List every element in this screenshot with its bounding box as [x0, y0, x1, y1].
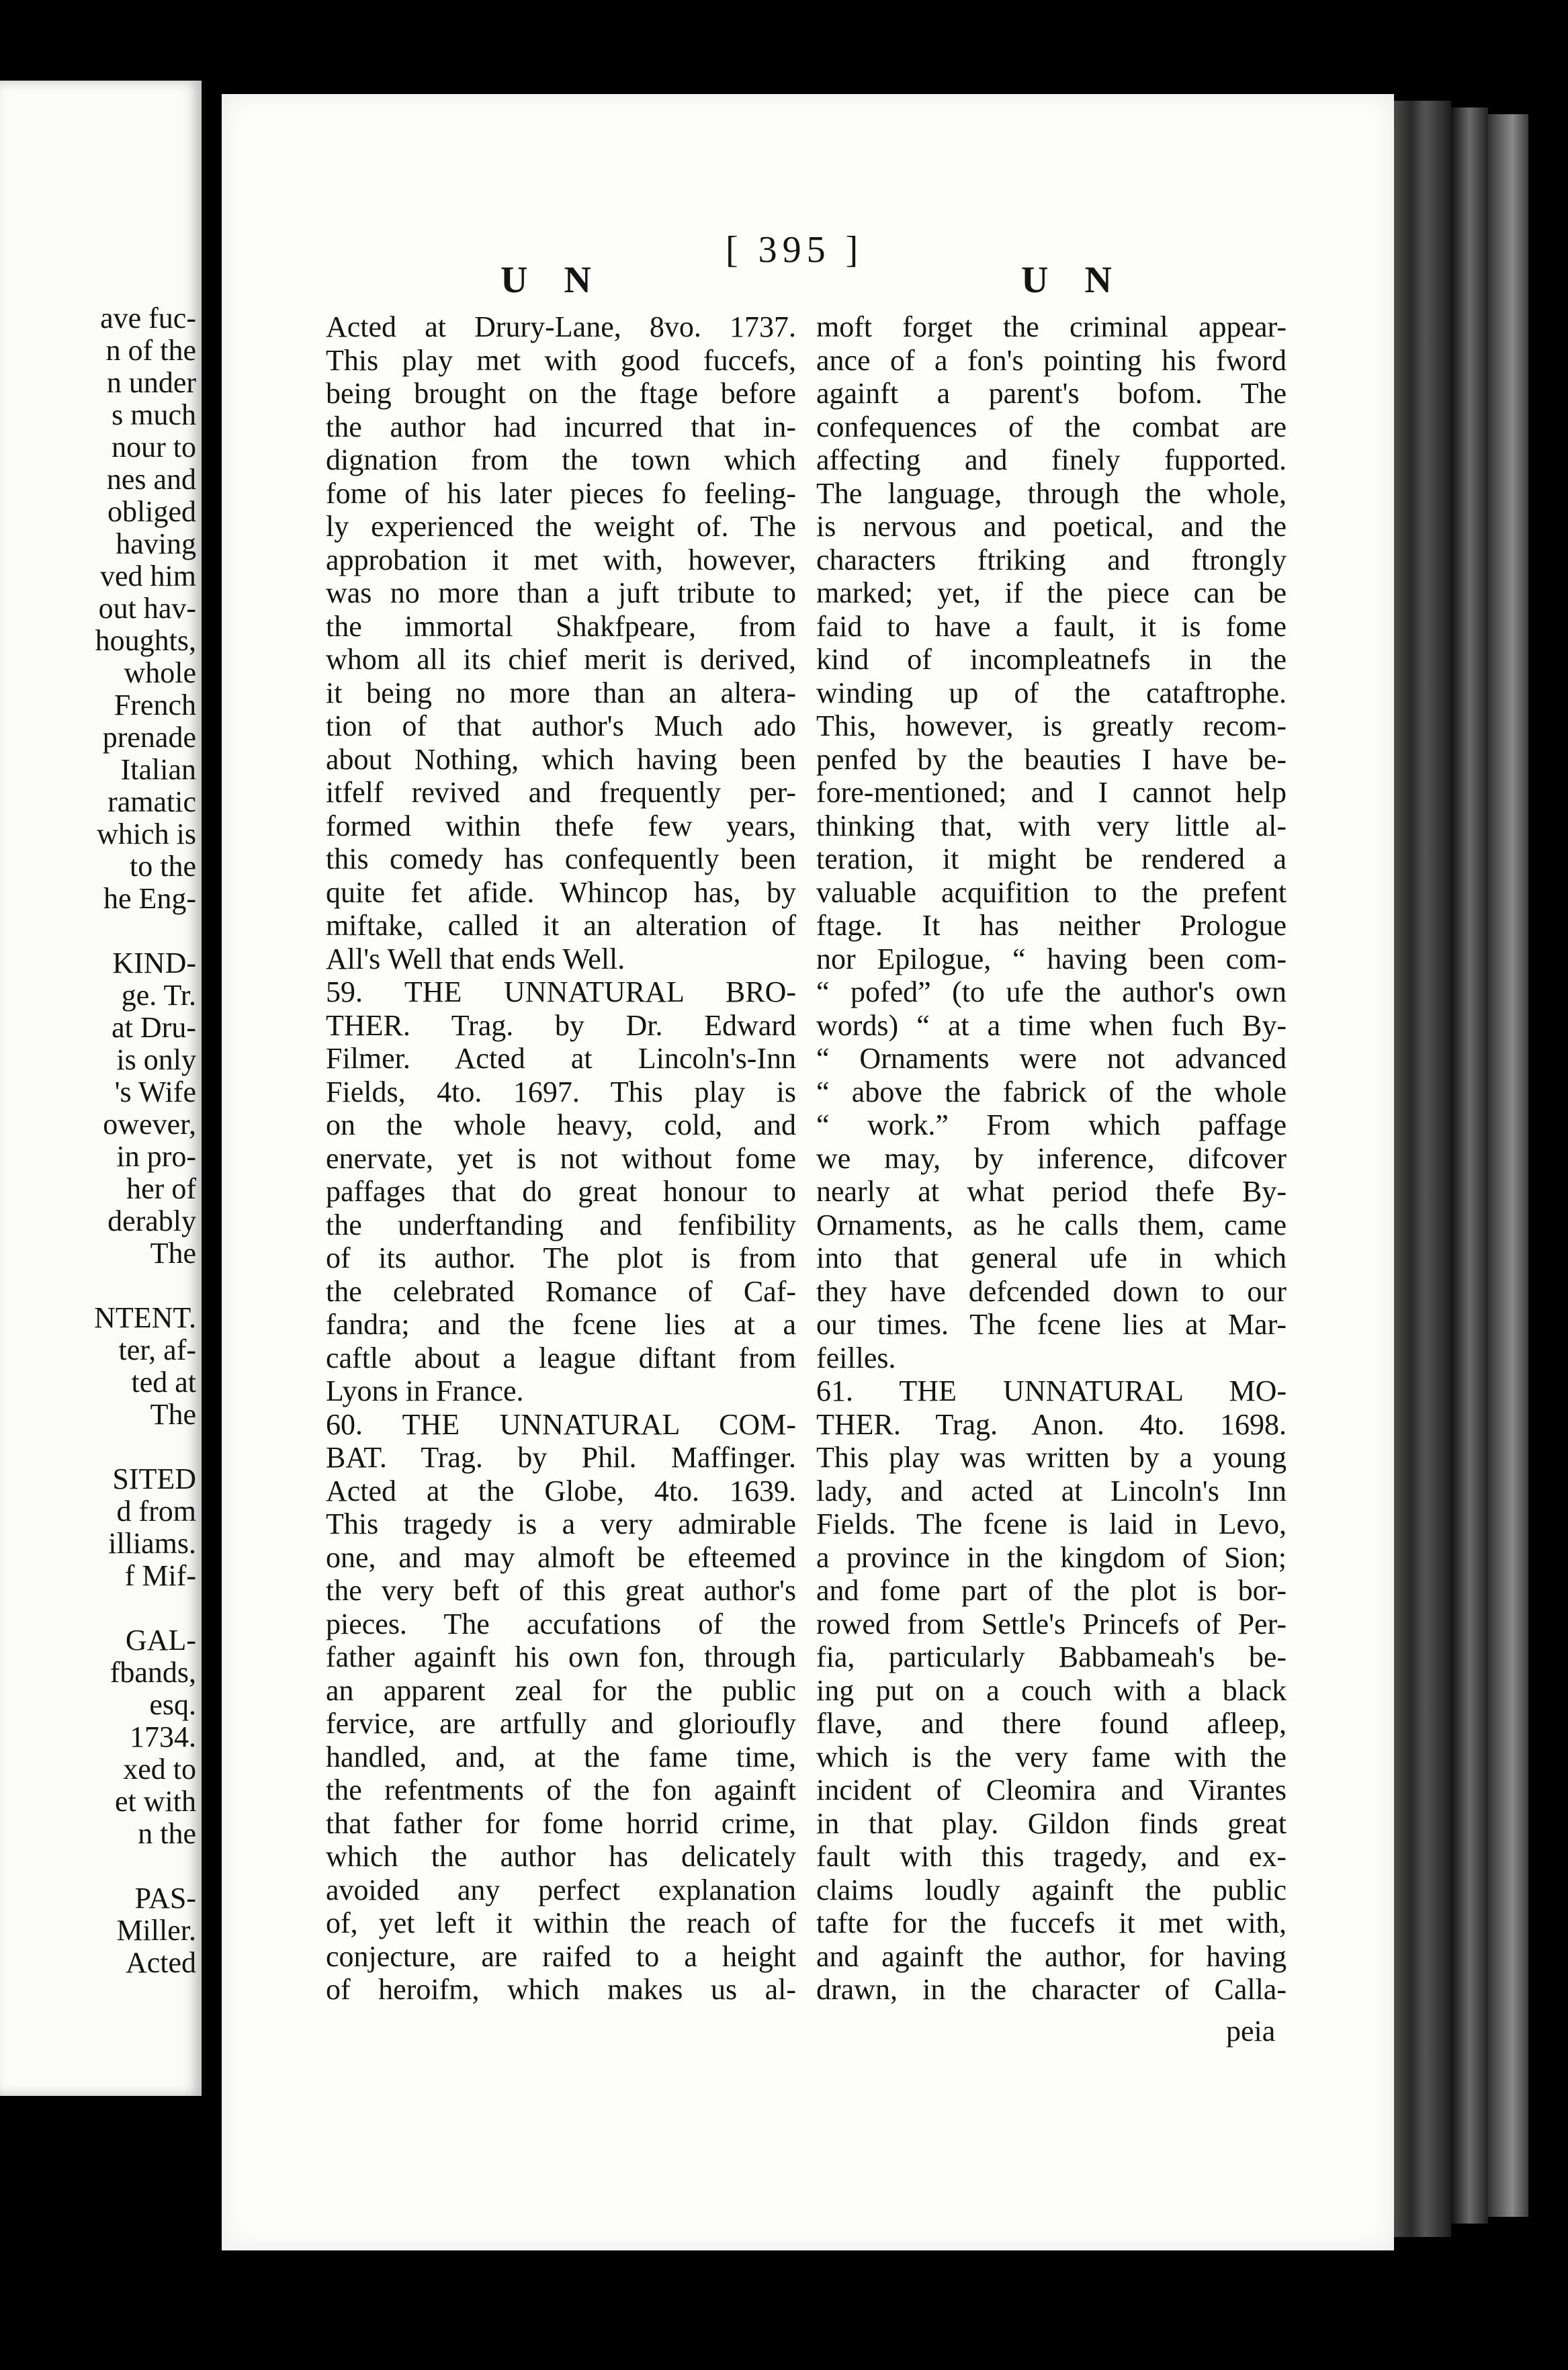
- facing-page-line: illiams.: [108, 1527, 196, 1560]
- page-number: [ 395 ]: [726, 229, 864, 271]
- text-line: againft a parent's bofom. The: [816, 377, 1287, 410]
- facing-page-line: KIND-: [112, 947, 196, 979]
- facing-page-line: ved him: [100, 560, 196, 592]
- text-line: paffages that do great honour to: [326, 1175, 796, 1208]
- running-head-left: U N: [500, 259, 605, 301]
- text-line: into that general ufe in which: [816, 1241, 1287, 1274]
- text-line: THER. Trag. by Dr. Edward: [326, 1008, 796, 1042]
- text-line: was no more than a juft tribute to: [326, 576, 796, 609]
- page-edge-shadow: [1488, 114, 1528, 2217]
- page-edge-shadow: [1394, 101, 1451, 2237]
- text-line: being brought on the ftage before: [326, 377, 796, 410]
- text-line: Lyons in France.: [326, 1374, 524, 1407]
- text-line: Fields. The fcene is laid in Levo,: [816, 1507, 1287, 1540]
- text-line: they have defcended down to our: [816, 1274, 1287, 1308]
- facing-page-line: PAS-: [134, 1882, 196, 1915]
- facing-page-line: n of the: [105, 334, 196, 367]
- text-line: fault with this tragedy, and ex-: [816, 1840, 1287, 1873]
- text-line: Acted at Drury-Lane, 8vo. 1737.: [326, 310, 796, 343]
- text-line: a province in the kingdom of Sion;: [816, 1540, 1287, 1574]
- text-line: we may, by inference, difcover: [816, 1141, 1287, 1175]
- facing-page-line: he Eng-: [103, 882, 196, 915]
- facing-page-line: which is: [97, 818, 196, 850]
- text-line: itfelf revived and frequently per-: [326, 776, 796, 809]
- text-line: handled, and, at the fame time,: [326, 1740, 796, 1773]
- facing-page-line: et with: [115, 1785, 196, 1818]
- text-line: formed within thefe few years,: [326, 809, 796, 842]
- text-line: Ornaments, as he calls them, came: [816, 1208, 1287, 1241]
- text-line: caftle about a league diftant from: [326, 1341, 796, 1374]
- text-line: nearly at what period thefe By-: [816, 1175, 1287, 1208]
- text-line: The language, through the whole,: [816, 476, 1287, 510]
- text-line: of heroifm, which makes us al-: [326, 1973, 796, 2006]
- facing-page-line: s much: [112, 398, 196, 431]
- facing-page-line: ter, af-: [118, 1333, 196, 1366]
- text-line: which the author has delicately: [326, 1840, 796, 1873]
- facing-page-line: obliged: [107, 495, 196, 528]
- text-line: the immortal Shakfpeare, from: [326, 609, 796, 643]
- text-line: about Nothing, which having been: [326, 742, 796, 776]
- facing-page-fragment: [0, 81, 202, 2096]
- text-line: miftake, called it an alteration of: [326, 909, 796, 942]
- text-line: this comedy has confequently been: [326, 842, 796, 875]
- text-line: whom all its chief merit is derived,: [326, 643, 796, 676]
- text-line: winding up of the cataftrophe.: [816, 676, 1287, 709]
- text-line: fandra; and the fcene lies at a: [326, 1308, 796, 1341]
- facing-page-line: n under: [106, 366, 196, 399]
- text-line: fervice, are artfully and glorioufly: [326, 1707, 796, 1740]
- facing-page-line: d from: [116, 1495, 196, 1528]
- text-line: an apparent zeal for the public: [326, 1673, 796, 1707]
- facing-page-line: esq.: [149, 1688, 196, 1721]
- text-line: nor Epilogue, “ having been com-: [816, 942, 1287, 975]
- facing-page-line: GAL-: [125, 1624, 196, 1657]
- facing-page-line: having: [116, 527, 196, 560]
- facing-page-line: nour to: [112, 431, 196, 464]
- text-line: claims loudly againft the public: [816, 1873, 1287, 1906]
- text-line: Acted at the Globe, 4to. 1639.: [326, 1474, 796, 1507]
- text-line: dignation from the town which: [326, 443, 796, 476]
- running-head-right: U N: [1021, 259, 1125, 301]
- text-line: ly experienced the weight of. The: [326, 510, 796, 543]
- text-line: ance of a fon's pointing his fword: [816, 343, 1287, 377]
- text-line: approbation it met with, however,: [326, 543, 796, 576]
- text-line: This tragedy is a very admirable: [326, 1507, 796, 1540]
- text-line: avoided any perfect explanation: [326, 1873, 796, 1906]
- text-line: fia, particularly Babbameah's be-: [816, 1640, 1287, 1673]
- text-line: the underftanding and fenfibility: [326, 1208, 796, 1241]
- text-line: in that play. Gildon finds great: [816, 1806, 1287, 1840]
- text-line: quite fet afide. Whincop has, by: [326, 875, 796, 909]
- page-edge-shadow: [1451, 107, 1488, 2224]
- text-line: This, however, is greatly recom-: [816, 709, 1287, 742]
- text-line: marked; yet, if the piece can be: [816, 576, 1287, 609]
- facing-page-line: out hav-: [98, 592, 196, 625]
- facing-page-line: NTENT.: [94, 1301, 196, 1334]
- text-line: fome of his later pieces fo feeling-: [326, 476, 796, 510]
- facing-page-line: The: [150, 1237, 196, 1270]
- text-line: the refentments of the fon againft: [326, 1773, 796, 1806]
- text-line: feilles.: [816, 1341, 896, 1374]
- text-line: affecting and finely fupported.: [816, 443, 1287, 476]
- text-line: ing put on a couch with a black: [816, 1673, 1287, 1707]
- facing-page-line: ge. Tr.: [121, 979, 196, 1012]
- facing-page-line: prenade: [102, 721, 196, 754]
- text-line: 61. THE UNNATURAL MO-: [816, 1374, 1287, 1407]
- facing-page-line: to the: [130, 850, 196, 883]
- facing-page-line: is only: [116, 1043, 196, 1076]
- text-line: thinking that, with very little al-: [816, 809, 1287, 842]
- text-line: drawn, in the character of Calla-: [816, 1973, 1287, 2006]
- text-line: This play was written by a young: [816, 1441, 1287, 1474]
- text-line: All's Well that ends Well.: [326, 942, 625, 975]
- text-line: faid to have a fault, it is fome: [816, 609, 1287, 643]
- text-line: 59. THE UNNATURAL BRO-: [326, 975, 796, 1008]
- facing-page-line: Acted: [125, 1946, 196, 1979]
- facing-page-line: in pro-: [116, 1140, 196, 1173]
- facing-page-line: Miller.: [116, 1914, 196, 1947]
- text-column-right: [816, 310, 1287, 2007]
- text-line: Fields, 4to. 1697. This play is: [326, 1075, 796, 1108]
- facing-page-line: houghts,: [95, 624, 196, 657]
- facing-page-line: 's Wife: [114, 1076, 196, 1108]
- text-line: and againft the author, for having: [816, 1939, 1287, 1973]
- text-line: ftage. It has neither Prologue: [816, 909, 1287, 942]
- facing-page-line: ramatic: [107, 785, 196, 818]
- text-line: that father for fome horrid crime,: [326, 1806, 796, 1840]
- text-line: flave, and there found afleep,: [816, 1707, 1287, 1740]
- text-line: lady, and acted at Lincoln's Inn: [816, 1474, 1287, 1507]
- text-line: fore-mentioned; and I cannot help: [816, 776, 1287, 809]
- facing-page-line: whole: [124, 656, 196, 689]
- text-line: characters ftriking and ftrongly: [816, 543, 1287, 576]
- facing-page-line: ted at: [131, 1366, 196, 1399]
- text-line: rowed from Settle's Princefs of Per-: [816, 1607, 1287, 1640]
- text-line: and fome part of the plot is bor-: [816, 1574, 1287, 1607]
- text-line: one, and may almoft be efteemed: [326, 1540, 796, 1574]
- facing-page-line: Italian: [120, 753, 196, 786]
- text-line: the celebrated Romance of Caf-: [326, 1274, 796, 1308]
- text-line: “ Ornaments were not advanced: [816, 1042, 1287, 1075]
- book-gutter: [202, 0, 222, 2370]
- text-line: valuable acquifition to the prefent: [816, 875, 1287, 909]
- text-line: “ pofed” (to ufe the author's own: [816, 975, 1287, 1008]
- facing-page-line: xed to: [123, 1753, 196, 1786]
- facing-page-line: 1734.: [130, 1720, 196, 1753]
- text-line: penfed by the beauties I have be-: [816, 742, 1287, 776]
- text-line: conjecture, are raifed to a height: [326, 1939, 796, 1973]
- text-line: tion of that author's Much ado: [326, 709, 796, 742]
- text-line: on the whole heavy, cold, and: [326, 1108, 796, 1141]
- facing-page-line: fbands,: [110, 1656, 196, 1689]
- text-line: enervate, yet is not without fome: [326, 1141, 796, 1175]
- text-line: which is the very fame with the: [816, 1740, 1287, 1773]
- facing-page-line: SITED: [112, 1462, 196, 1495]
- facing-page-line: f Mif-: [124, 1559, 196, 1592]
- text-line: of, yet left it within the reach of: [326, 1906, 796, 1939]
- text-line: Filmer. Acted at Lincoln's-Inn: [326, 1042, 796, 1075]
- text-line: father againft his own fon, through: [326, 1640, 796, 1673]
- facing-page-line: at Dru-: [112, 1011, 196, 1044]
- text-line: of its author. The plot is from: [326, 1241, 796, 1274]
- text-line: BAT. Trag. by Phil. Maffinger.: [326, 1441, 796, 1474]
- text-line: the author had incurred that in-: [326, 410, 796, 443]
- text-line: “ work.” From which paffage: [816, 1108, 1287, 1141]
- text-line: teration, it might be rendered a: [816, 842, 1287, 875]
- text-line: pieces. The accufations of the: [326, 1607, 796, 1640]
- facing-page-line: nes and: [106, 463, 196, 496]
- text-column-left: [326, 310, 796, 2007]
- text-line: confequences of the combat are: [816, 410, 1287, 443]
- facing-page-line: her of: [126, 1172, 196, 1205]
- facing-page-line: French: [114, 689, 196, 721]
- text-line: incident of Cleomira and Virantes: [816, 1773, 1287, 1806]
- text-line: the very beft of this great author's: [326, 1574, 796, 1607]
- text-line: 60. THE UNNATURAL COM-: [326, 1407, 796, 1441]
- text-line: our times. The fcene lies at Mar-: [816, 1308, 1287, 1341]
- text-line: This play met with good fuccefs,: [326, 343, 796, 377]
- facing-page-line: ave fuc-: [100, 302, 196, 335]
- text-line: THER. Trag. Anon. 4to. 1698.: [816, 1407, 1287, 1441]
- facing-page-line: The: [150, 1398, 196, 1431]
- text-line: is nervous and poetical, and the: [816, 510, 1287, 543]
- facing-page-line: owever,: [103, 1108, 196, 1141]
- text-line: tafte for the fuccefs it met with,: [816, 1906, 1287, 1939]
- text-line: it being no more than an altera-: [326, 676, 796, 709]
- catchword: peia: [1226, 2015, 1276, 2048]
- facing-page-line: derably: [107, 1204, 196, 1237]
- facing-page-line: n the: [138, 1817, 196, 1850]
- text-line: kind of incompleatnefs in the: [816, 643, 1287, 676]
- text-line: “ above the fabrick of the whole: [816, 1075, 1287, 1108]
- text-line: words) “ at a time when fuch By-: [816, 1008, 1287, 1042]
- text-line: moft forget the criminal appear-: [816, 310, 1287, 343]
